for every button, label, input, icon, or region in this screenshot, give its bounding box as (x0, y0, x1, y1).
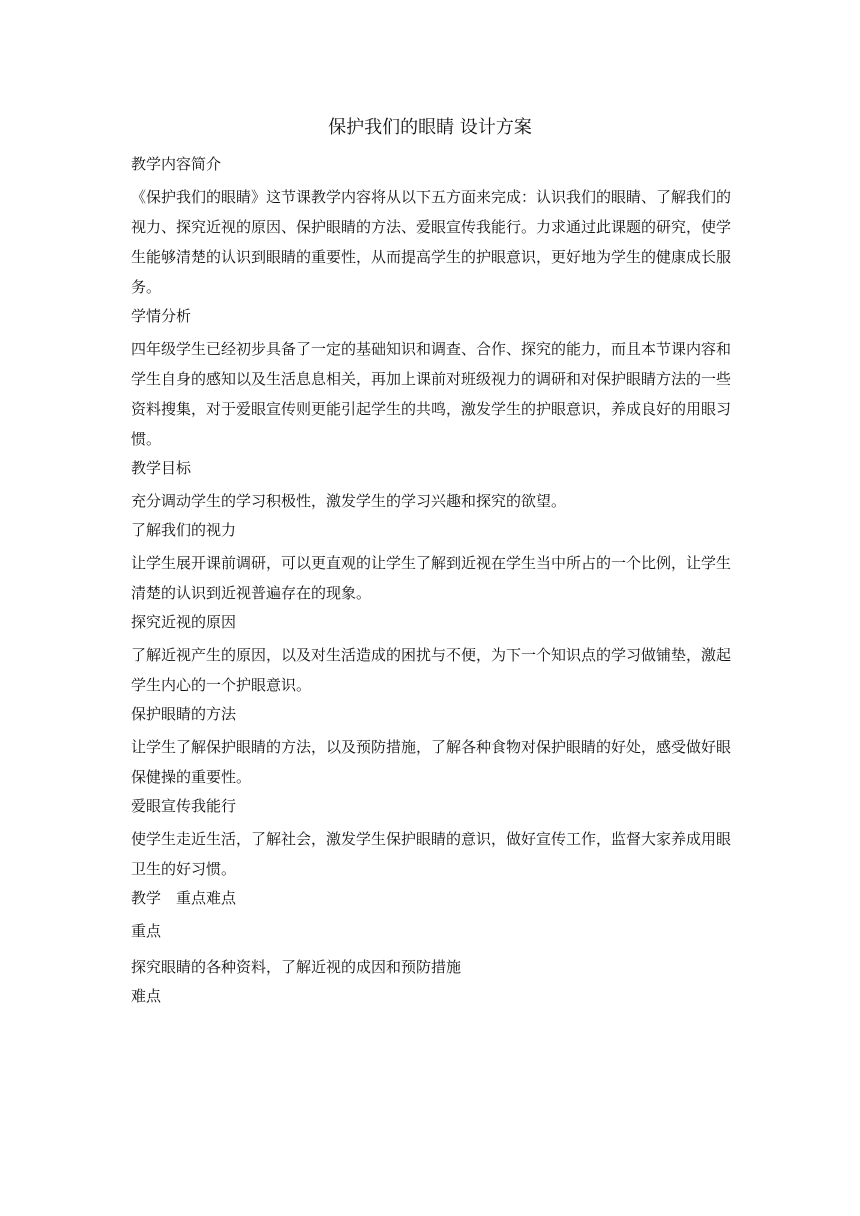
section-heading: 教学内容简介 (131, 155, 222, 173)
section-paragraph: 使学生走近生活，了解社会，激发学生保护眼睛的意识，做好宣传工作，监督大家养成用眼卫生的好习惯。 (131, 830, 732, 878)
section-heading: 保护眼睛的方法 (131, 705, 237, 723)
section-heading: 难点 (131, 987, 162, 1005)
document-title: 保护我们的眼睛 设计方案 (328, 117, 532, 138)
section-paragraph: 让学生了解保护眼睛的方法，以及预防措施，了解各种食物对保护眼睛的好处，感受做好眼保健操的重要性。 (131, 738, 732, 786)
section-heading: 爱眼宣传我能行 (131, 797, 237, 815)
section-paragraph: 充分调动学生的学习积极性，激发学生的学习兴趣和探究的欲望。 (131, 492, 567, 510)
section-paragraph: 让学生展开课前调研，可以更直观的让学生了解到近视在学生当中所占的一个比例，让学生清楚的认识到近视普遍存在的现象。 (131, 554, 732, 602)
section-heading: 重点 (131, 922, 162, 940)
section-paragraph: 了解近视产生的原因，以及对生活造成的困扰与不便，为下一个知识点的学习做铺垫，激起学生内心的一个护眼意识。 (131, 646, 732, 694)
section-paragraph: 四年级学生已经初步具备了一定的基础知识和调查、合作、探究的能力，而且本节课内容和学生自身的感知以及生活息息相关，再加上课前对班级视力的调研和对保护眼睛方法的一些资料搜集，对于爱眼宣传则更能引起学生的共鸣，激发学生的护眼意识，养成良好的用眼习惯。 (131, 340, 732, 448)
section-heading: 了解我们的视力 (131, 521, 237, 539)
section-paragraph: 探究眼睛的各种资料，了解近视的成因和预防措施 (131, 958, 462, 976)
section-heading: 教学目标 (131, 459, 192, 477)
document-body (131, 152, 731, 1014)
section-paragraph: 《保护我们的眼睛》这节课教学内容将从以下五方面来完成：认识我们的眼睛、了解我们的视力、探究近视的原因、保护眼睛的方法、爱眼宣传我能行。力求通过此课题的研究，使学生能够清楚的认识到眼睛的重要性，从而提高学生的护眼意识，更好地为学生的健康成长服务。 (131, 188, 732, 296)
section-heading: 学情分析 (131, 307, 192, 325)
section-heading: 教学 重点难点 (131, 889, 237, 907)
section-heading: 探究近视的原因 (131, 613, 237, 631)
